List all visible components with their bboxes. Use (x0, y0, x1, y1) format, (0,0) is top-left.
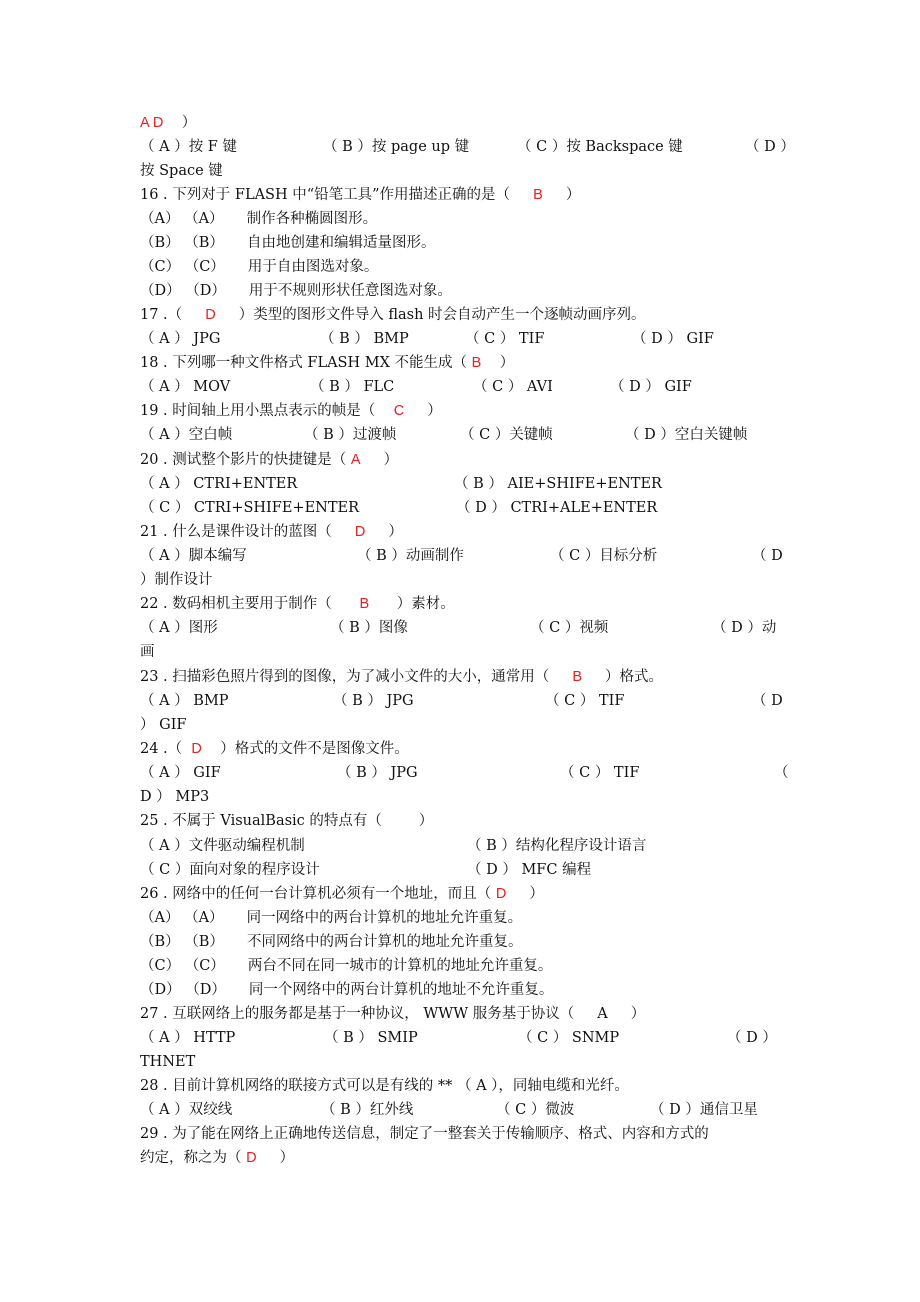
line-text: 22 . 数码相机主要用于制作（ (140, 596, 360, 612)
text-line (140, 112, 196, 134)
option-c: （ C ） AVI (473, 379, 553, 395)
option-c: （ C ）微波 (496, 1102, 575, 1118)
line-text: （B） （B） 不同网络中的两台计算机的地址允许重复。 (140, 934, 523, 950)
answer-mark: A D (140, 115, 164, 131)
text-line (140, 641, 155, 663)
option-a: （ A ）按 F 键 (140, 139, 237, 155)
text-line (140, 280, 452, 302)
option-b: （ B ）动画制作 (357, 548, 464, 564)
option-b: （ B ）红外线 (321, 1102, 414, 1118)
option-c: （ C ）关键帧 (460, 427, 553, 443)
line-text: ）素材。 (369, 596, 455, 612)
option-d: （ D (752, 548, 783, 564)
option-a: （ A ） MOV (140, 379, 231, 395)
option-c: （ C ） SNMP (518, 1030, 620, 1046)
answer-mark: D (191, 741, 202, 757)
option-c: （ C ） TIF (465, 331, 545, 347)
option-a: （ C ）面向对象的程序设计 (140, 862, 320, 878)
line-text: 按 Space 键 (140, 163, 223, 179)
text-line (140, 1123, 709, 1145)
line-text: 20 . 测试整个影片的快捷键是（ (140, 452, 351, 468)
line-text: ）类型的图形文件导入 flash 时会自动产生一个逐帧动画序列。 (215, 307, 646, 323)
answer-mark: D (495, 886, 507, 902)
text-line (140, 160, 223, 182)
option-b: （ D ） CTRI+ALE+ENTER (456, 500, 658, 516)
option-b: （ B ） BMP (320, 331, 409, 347)
option-b: （ B ）过渡帧 (304, 427, 397, 443)
line-text: （B） （B） 自由地创建和编辑适量图形。 (140, 235, 436, 251)
line-text: ）制作设计 (140, 572, 213, 588)
text-line (140, 352, 514, 374)
text-line (140, 400, 442, 422)
answer-mark: B (533, 187, 543, 203)
text-line (140, 666, 663, 688)
option-a: （ A ） JPG (140, 331, 221, 347)
text-line (140, 1075, 629, 1097)
option-a: （ A ）双绞线 (140, 1102, 233, 1118)
option-a: （ A ）空白帧 (140, 427, 233, 443)
line-text: ） (163, 115, 197, 131)
option-b: （ D ） MFC 编程 (467, 862, 592, 878)
option-d: （ D ） GIF (610, 379, 692, 395)
line-text: 24 .（ (140, 741, 192, 757)
line-text: ） GIF (140, 717, 187, 733)
line-text: ） (360, 452, 399, 468)
answer-mark: D (205, 307, 216, 323)
option-d: （ D ） (727, 1030, 777, 1046)
option-a: （ A ） GIF (140, 765, 221, 781)
line-text: 17 .（ (140, 307, 206, 323)
line-text: 21 . 什么是课件设计的蓝图（ (140, 524, 355, 540)
option-b: （ B ） AIE+SHIFE+ENTER (454, 476, 662, 492)
option-a: （ C ） CTRI+SHIFE+ENTER (140, 500, 360, 516)
text-line (140, 1051, 195, 1073)
answer-mark: D (354, 524, 366, 540)
answer-mark: B (471, 355, 482, 371)
line-text: 约定，称之为（ (140, 1150, 247, 1166)
text-line (140, 979, 553, 1001)
text-line (140, 184, 580, 206)
line-text: 19 . 时间轴上用小黑点表示的帧是（ (140, 403, 394, 419)
line-text: 29 . 为了能在网络上正确地传送信息，制定了一整套关于传输顺序、格式、内容和方式的 (140, 1126, 709, 1142)
line-text: 画 (140, 644, 155, 660)
option-c: （ C ） TIF (560, 765, 640, 781)
option-a: （ A ） HTTP (140, 1030, 236, 1046)
line-text: ） (542, 187, 581, 203)
option-b: （ B ） FLC (310, 379, 395, 395)
option-b: （ B ）图像 (330, 620, 408, 636)
text-line (140, 1147, 294, 1169)
line-text: 18 . 下列哪一种文件格式 FLASH MX 不能生成（ (140, 355, 472, 371)
line-text: （D） （D） 同一个网络中的两台计算机的地址不允许重复。 (140, 982, 554, 998)
text-line (140, 883, 544, 905)
text-line (140, 449, 398, 471)
text-line (140, 232, 435, 254)
option-d: （ D ） GIF (632, 331, 714, 347)
line-text: ） (256, 1150, 295, 1166)
option-b: （ B ） JPG (337, 765, 418, 781)
option-c: （ C ） TIF (545, 693, 625, 709)
option-d: （ D (752, 693, 783, 709)
text-line (140, 593, 455, 615)
line-text: D ） MP3 (140, 789, 210, 805)
option-b: （ B ）结构化程序设计语言 (467, 838, 647, 854)
line-text: 23 . 扫描彩色照片得到的图像，为了减小文件的大小，通常用（ (140, 669, 573, 685)
answer-mark: A (350, 452, 361, 468)
option-c: （ C ）视频 (530, 620, 609, 636)
option-b: （ B ） JPG (333, 693, 414, 709)
line-text: ） (365, 524, 403, 540)
option-a: （ A ） CTRI+ENTER (140, 476, 298, 492)
text-line (140, 786, 209, 808)
option-d: （ D ） (745, 139, 795, 155)
answer-mark: B (572, 669, 582, 685)
line-text: ） (506, 886, 544, 902)
option-d: （ (774, 765, 789, 781)
line-text: 28 . 目前计算机网络的联接方式可以是有线的 ** （ A ），同轴电缆和光纤。 (140, 1078, 629, 1094)
line-text: ）格式的文件不是图像文件。 (201, 741, 409, 757)
text-line (140, 714, 186, 736)
answer-mark: C (393, 403, 405, 419)
text-line (140, 1003, 645, 1025)
line-text: （C） （C） 用于自由图选对象。 (140, 259, 379, 275)
option-a: （ A ）文件驱动编程机制 (140, 838, 305, 854)
answer-mark: B (359, 596, 370, 612)
option-a: （ A ）脚本编写 (140, 548, 247, 564)
option-c: （ C ）目标分析 (550, 548, 658, 564)
line-text: （C） （C） 两台不同在同一城市的计算机的地址允许重复。 (140, 958, 553, 974)
option-a: （ A ）图形 (140, 620, 218, 636)
line-text: 16 . 下列对于 FLASH 中“铅笔工具”作用描述正确的是（ (140, 187, 534, 203)
line-text: ）格式。 (582, 669, 664, 685)
line-text: 25 . 不属于 VisualBasic 的特点有（ ） (140, 813, 434, 829)
option-d: （ D ）通信卫星 (650, 1102, 758, 1118)
line-text: （A） （A） 制作各种椭圆图形。 (140, 211, 378, 227)
line-text: ） (481, 355, 515, 371)
line-text: 26 . 网络中的任何一台计算机必须有一个地址，而且（ (140, 886, 496, 902)
text-line (140, 955, 552, 977)
option-c: （ C ）按 Backspace 键 (517, 139, 683, 155)
line-text: （A） （A） 同一网络中的两台计算机的地址允许重复。 (140, 910, 523, 926)
option-d: （ D ）空白关键帧 (625, 427, 748, 443)
answer-mark: D (246, 1150, 257, 1166)
option-b: （ B ）按 page up 键 (323, 139, 470, 155)
text-line (140, 569, 213, 591)
text-line (140, 208, 377, 230)
text-line (140, 256, 378, 278)
option-b: （ B ） SMIP (324, 1030, 418, 1046)
line-text: THNET (140, 1054, 196, 1070)
text-line (140, 810, 433, 832)
text-line (140, 738, 409, 760)
option-d: （ D ）动 (712, 620, 777, 636)
text-line (140, 907, 522, 929)
text-line (140, 931, 522, 953)
line-text: ） (404, 403, 442, 419)
text-line (140, 521, 403, 543)
text-line (140, 304, 646, 326)
line-text: （D） （D） 用于不规则形状任意图选对象。 (140, 283, 452, 299)
line-text: 27 . 互联网络上的服务都是基于一种协议， WWW 服务基于协议（ A ） (140, 1006, 646, 1022)
option-a: （ A ） BMP (140, 693, 229, 709)
